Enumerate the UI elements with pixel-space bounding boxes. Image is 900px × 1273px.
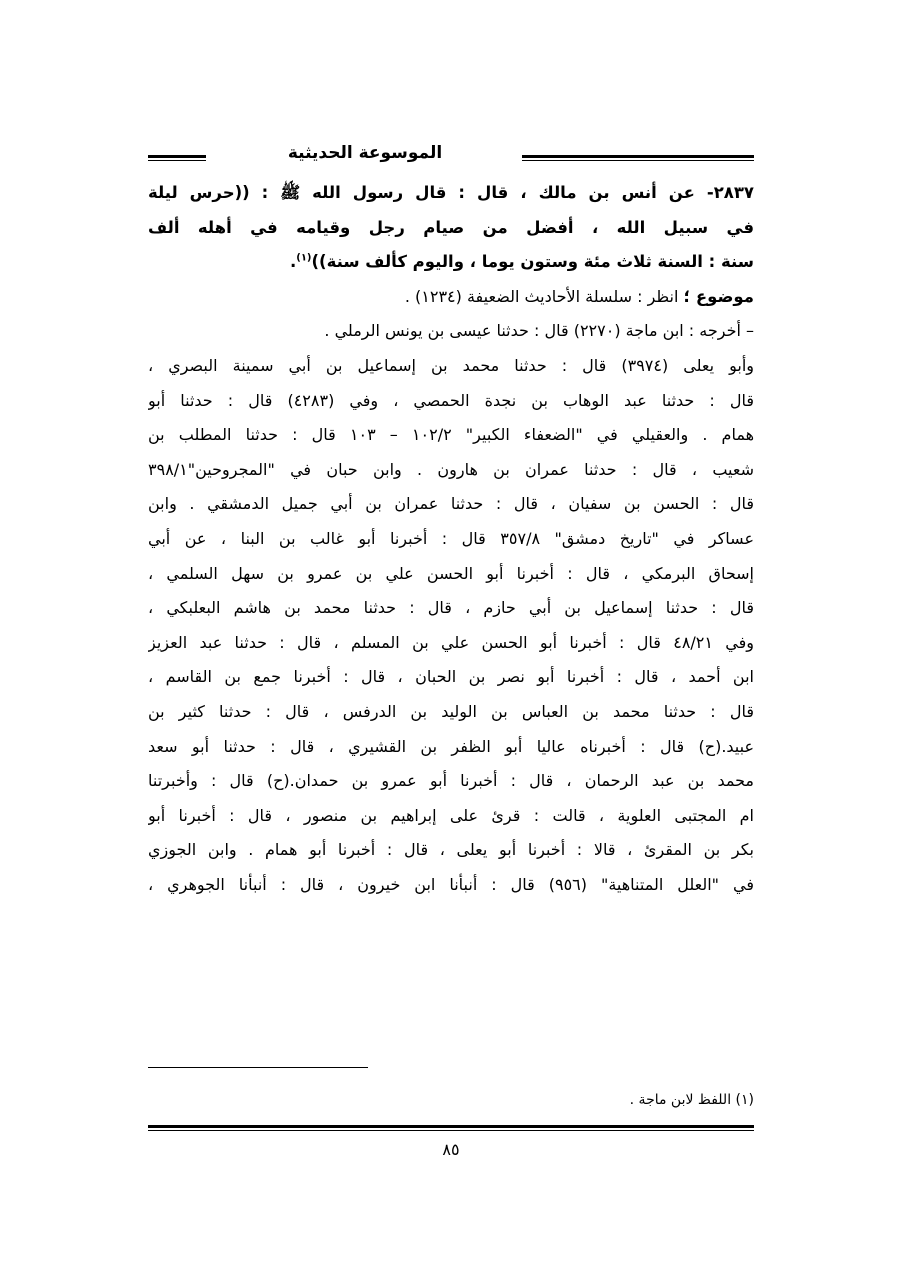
body-line: قال : حدثنا إسماعيل بن أبي حازم ، قال : حدثنا محمد بن هاشم البعلبكي ، [148,598,754,618]
body-line: بكر بن المقرئ ، قالا : أخبرنا أبو يعلى ، قال : أخبرنا أبو همام . وابن الجوزي [148,840,754,860]
body-line: وأبو يعلى (٣٩٧٤) قال : حدثنا محمد بن إسماعيل بن أبي سمينة البصري ، [148,355,754,375]
hadith-line: سنة : السنة ثلاث مئة وستون يوما ، واليوم كألف سنة))$^{(١)}$. [289,252,754,272]
body-line: – أخرجه : ابن ماجة (٢٢٧٠) قال : حدثنا عيسى بن يونس الرملي . [324,321,754,341]
takhrij-text [148,314,754,902]
hadith-line: ٢٨٣٧- عن أنس بن مالك ، قال : قال رسول الله ﷺ : ((حرس ليلة [148,183,754,202]
body-line: شعيب ، قال : حدثنا عمران بن هارون . وابن حبان في "المجروحين"٣٩٨/١ [148,459,754,479]
body-line: همام . والعقيلي في "الضعفاء الكبير" ١٠٢/٢ – ١٠٣ قال : حدثنا المطلب بن [148,425,754,445]
page-header [148,140,754,176]
body-line: ام المجتبى العلوية ، قالت : قرئ على إبراهيم بن منصور ، قال : أخبرنا أبو [148,805,754,825]
hadith-text [148,176,754,314]
body-line: قال : الحسن بن سفيان ، قال : حدثنا عمران بن أبي جميل الدمشقي . وابن [148,494,754,514]
body-line: عبيد.(ح) قال : أخبرناه عاليا أبو الظفر بن القشيري ، قال : حدثنا أبو سعد [148,736,754,756]
body-line: إسحاق البرمكي ، قال : أخبرنا أبو الحسن علي بن عمرو بن سهل السلمي ، [148,563,754,583]
body-line: وفي ٤٨/٢١ قال : أخبرنا أبو الحسن علي بن المسلم ، قال : حدثنا عبد العزيز [148,632,754,652]
header-rule-right [522,155,754,161]
body-line: في "العلل المتناهية" (٩٥٦) قال : أنبأنا ابن خيرون ، قال : أنبأنا الجوهري ، [148,874,754,894]
body-line: عساكر في "تاريخ دمشق" ٣٥٧/٨ قال : أخبرنا أبو غالب بن البنا ، عن أبي [148,528,754,548]
header-rule-left [148,155,206,161]
footer-rule [148,1125,754,1131]
hadith-line: في سبيل الله ، أفضل من صيام رجل وقيامه في أهله ألف [148,217,754,237]
hadith-line-text: سنة : السنة ثلاث مئة وستون يوما ، واليوم كألف سنة)) [311,252,754,272]
grading-line [148,280,754,315]
book-page [148,140,754,1159]
body-line: قال : حدثنا عبد الوهاب بن نجدة الحمصي ، وفي (٤٢٨٣) قال : حدثنا أبو [148,390,754,410]
page-number: ٨٥ [442,1140,460,1159]
body-line: قال : حدثنا محمد بن العباس بن الوليد بن الدرفس ، قال : حدثنا كثير بن [148,701,754,721]
running-title: الموسوعة الحديثية [287,143,443,163]
body-line: ابن أحمد ، قال : أخبرنا أبو نصر بن الحبان ، قال : أخبرنا جمع بن القاسم ، [148,667,754,687]
grading-label: موضوع ؛ [683,286,754,306]
body-line: محمد بن عبد الرحمان ، قال : أخبرنا أبو عمرو بن حمدان.(ح) قال : وأخبرتنا [148,771,754,791]
footnote-marker: (١) [296,252,312,264]
footnote-separator [148,1067,368,1068]
grading-reference: انظر : سلسلة الأحاديث الضعيفة (١٢٣٤) . [404,286,684,306]
footnote: (١) اللفظ لابن ماجة . [629,1092,754,1108]
